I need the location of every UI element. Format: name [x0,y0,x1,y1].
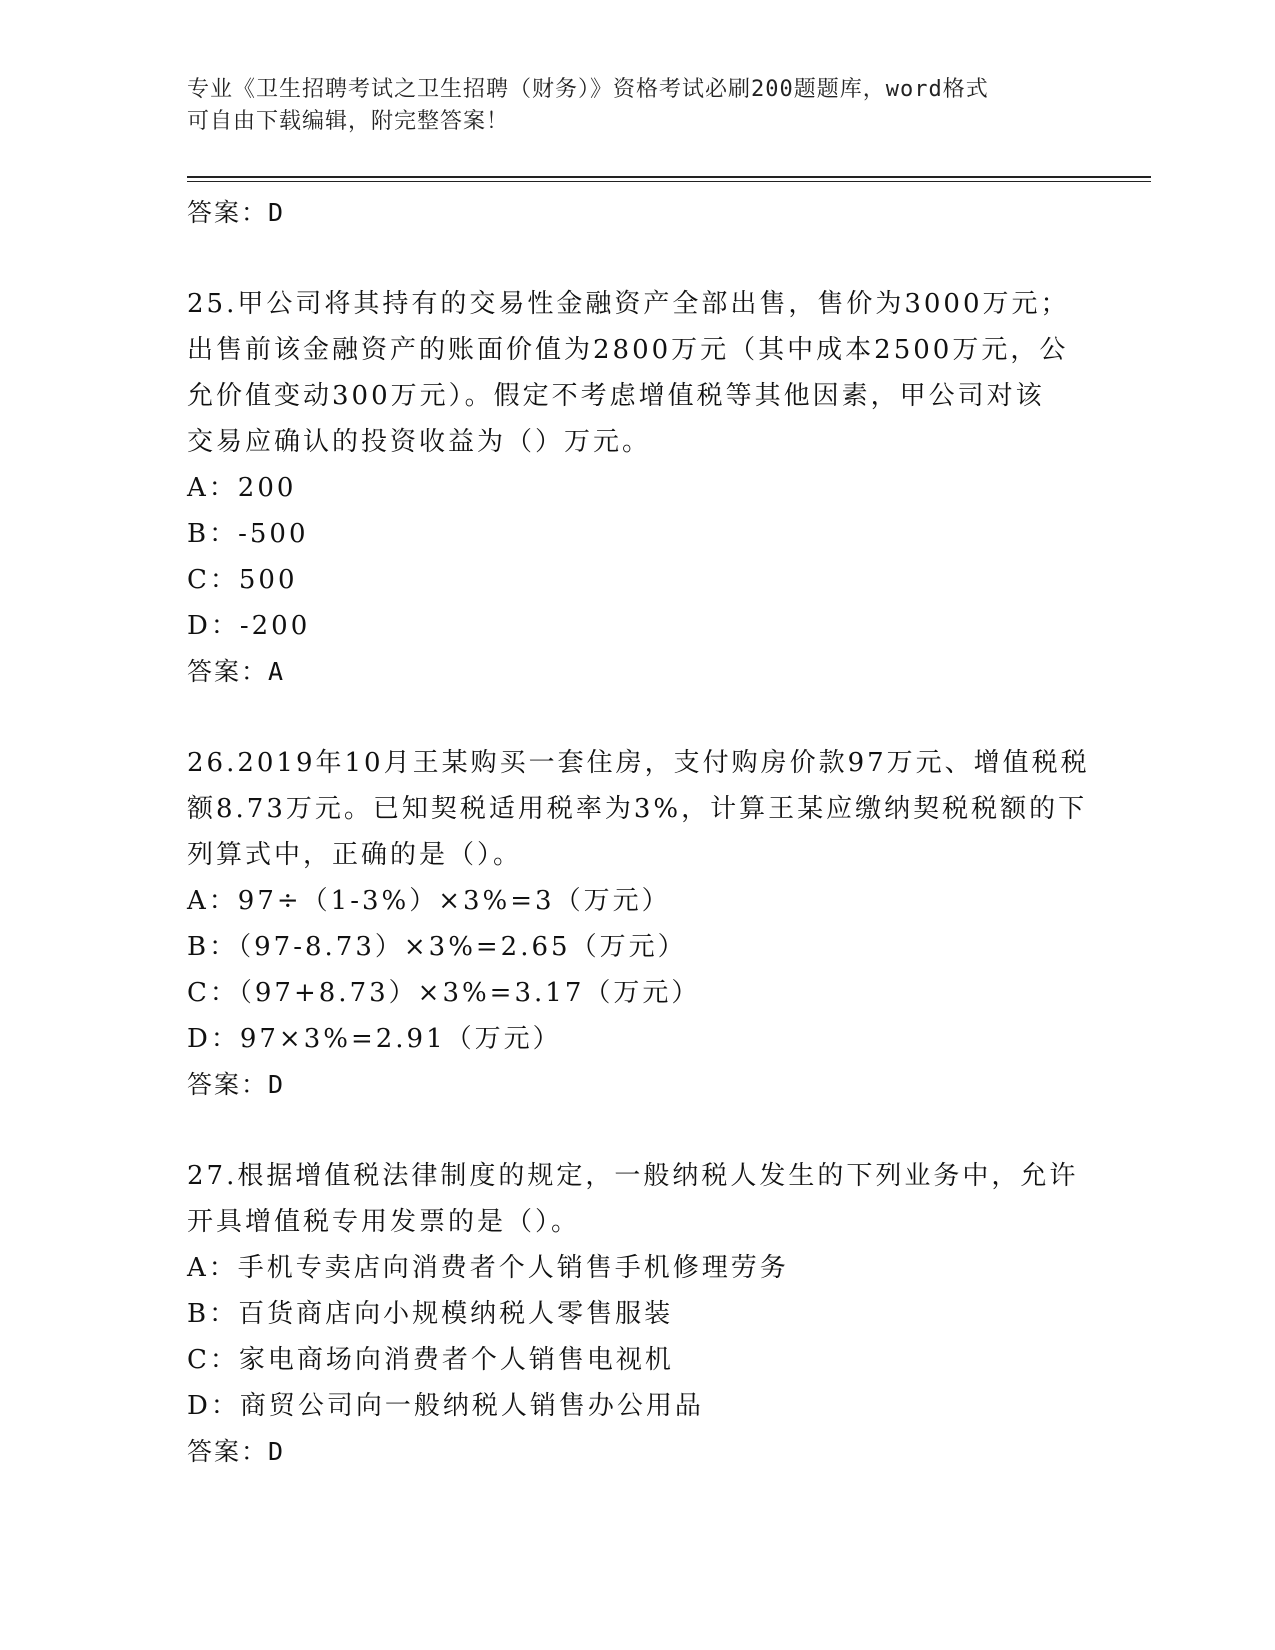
option-b: B：百货商店向小规模纳税人零售服装 [187,1299,674,1329]
stem-line: 交易应确认的投资收益为（）万元。 [187,427,652,457]
header-rule-thick [187,176,1151,178]
header-line-2: 可自由下载编辑，附完整答案！ [187,109,510,134]
header-rule-thin [187,181,1151,182]
answer: 答案：A [187,657,286,686]
document-body [187,190,1090,1475]
stem-line: 额8.73万元。已知契税适用税率为3%，计算王某应缴纳契税税额的下 [187,794,1088,824]
option-a: A：手机专卖店向消费者个人销售手机修理劳务 [187,1253,789,1283]
stem-line: 26.2019年10月王某购买一套住房，支付购房价款97万元、增值税税 [187,748,1090,778]
option-b: B：（97-8.73）×3%=2.65（万元） [187,932,687,962]
question-26 [187,740,1090,1108]
question-stem [187,1153,1087,1245]
option-c: C：（97+8.73）×3%=3.17（万元） [187,978,701,1008]
option-d: D：-200 [187,611,311,641]
option-c: C：家电商场向消费者个人销售电视机 [187,1345,674,1375]
question-stem [187,740,1090,878]
option-b: B：-500 [187,519,309,549]
stem-line: 允价值变动300万元）。假定不考虑增值税等其他因素，甲公司对该 [187,381,1045,411]
answer: 答案：D [187,1070,286,1099]
option-c: C：500 [187,565,298,595]
stem-line: 25.甲公司将其持有的交易性金融资产全部出售，售价为3000万元； [187,289,1070,319]
option-d: D：97×3%=2.91（万元） [187,1024,562,1054]
stem-line: 出售前该金融资产的账面价值为2800万元（其中成本2500万元，公 [187,335,1069,365]
stem-line: 列算式中，正确的是（）。 [187,840,523,870]
document-header [187,74,1067,138]
previous-answer: 答案：D [187,198,286,227]
answer: 答案：D [187,1437,286,1466]
stem-line: 开具增值税专用发票的是（）。 [187,1207,581,1237]
option-d: D：商贸公司向一般纳税人销售办公用品 [187,1391,704,1421]
option-a: A：200 [187,473,297,503]
question-25 [187,281,1087,695]
header-line-1: 专业《卫生招聘考试之卫生招聘（财务）》资格考试必刷200题题库，word格式 [187,77,989,102]
question-stem [187,281,1087,465]
stem-line: 27.根据增值税法律制度的规定，一般纳税人发生的下列业务中，允许 [187,1161,1079,1191]
option-a: A：97÷（1-3%）×3%=3（万元） [187,886,671,916]
question-27 [187,1153,1087,1475]
